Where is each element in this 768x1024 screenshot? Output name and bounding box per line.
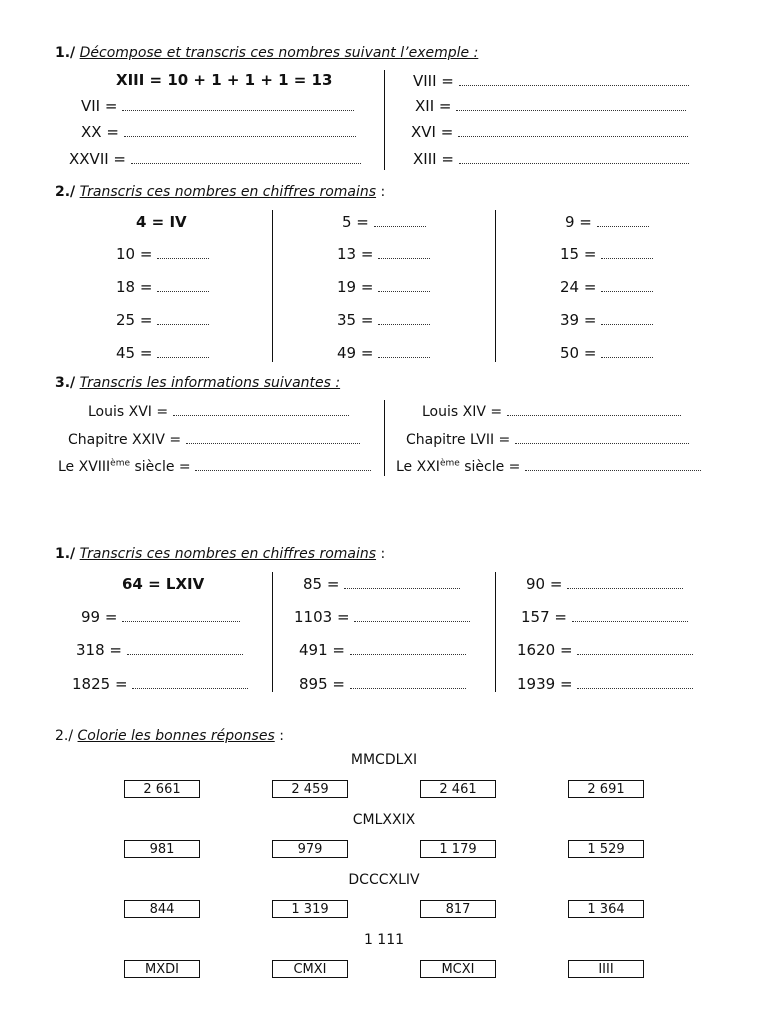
decompose-row[interactable]: XII =: [415, 97, 686, 115]
info-row[interactable]: Le XVIIIème siècle =: [58, 458, 371, 475]
roman-row[interactable]: 1103 =: [294, 608, 470, 626]
column-divider: [384, 70, 385, 170]
answer-box[interactable]: 817: [420, 900, 496, 918]
column-divider: [272, 572, 273, 692]
roman-row[interactable]: 9 =: [565, 213, 649, 231]
decompose-row[interactable]: XX =: [81, 123, 356, 141]
roman-row[interactable]: 13 =: [337, 245, 430, 263]
answer-box[interactable]: 979: [272, 840, 348, 858]
roman-row[interactable]: 25 =: [116, 311, 209, 329]
answer-box[interactable]: CMXI: [272, 960, 348, 978]
roman-row[interactable]: 491 =: [299, 641, 466, 659]
section-2-title: 2./ Transcris ces nombres en chiffres romains :: [55, 184, 386, 200]
decompose-row[interactable]: XVI =: [411, 123, 688, 141]
roman-row[interactable]: 85 =: [303, 575, 460, 593]
roman-row[interactable]: 45 =: [116, 344, 209, 362]
roman-row[interactable]: 895 =: [299, 675, 466, 693]
decompose-row[interactable]: XIII =: [413, 150, 689, 168]
roman-row[interactable]: 24 =: [560, 278, 653, 296]
answer-box[interactable]: 1 364: [568, 900, 644, 918]
answer-box[interactable]: 2 661: [124, 780, 200, 798]
roman-row[interactable]: 19 =: [337, 278, 430, 296]
answer-box[interactable]: MCXI: [420, 960, 496, 978]
answer-box[interactable]: 1 529: [568, 840, 644, 858]
info-row[interactable]: Louis XVI =: [88, 403, 349, 420]
answer-box[interactable]: 981: [124, 840, 200, 858]
section-4-example: 64 = LXIV: [122, 575, 205, 593]
roman-row[interactable]: 50 =: [560, 344, 653, 362]
answer-box[interactable]: 844: [124, 900, 200, 918]
section-1-title: 1./ Décompose et transcris ces nombres suivant l’exemple :: [55, 45, 479, 61]
answer-box[interactable]: MXDI: [124, 960, 200, 978]
info-row[interactable]: Chapitre XXIV =: [68, 431, 360, 448]
roman-row[interactable]: 49 =: [337, 344, 430, 362]
section-3-title: 3./ Transcris les informations suivantes :: [55, 375, 341, 391]
roman-row[interactable]: 99 =: [81, 608, 240, 626]
roman-row[interactable]: 15 =: [560, 245, 653, 263]
answer-box[interactable]: 2 461: [420, 780, 496, 798]
column-divider: [495, 572, 496, 692]
answer-box[interactable]: 1 179: [420, 840, 496, 858]
roman-row[interactable]: 18 =: [116, 278, 209, 296]
roman-row[interactable]: 5 =: [342, 213, 426, 231]
roman-row[interactable]: 318 =: [76, 641, 243, 659]
info-row[interactable]: Chapitre LVII =: [406, 431, 689, 448]
roman-row[interactable]: 1939 =: [517, 675, 693, 693]
column-divider: [384, 400, 385, 476]
roman-prompt: DCCCXLIV: [348, 872, 420, 888]
roman-prompt: 1 111: [363, 932, 405, 948]
answer-box[interactable]: 2 691: [568, 780, 644, 798]
roman-row[interactable]: 39 =: [560, 311, 653, 329]
answer-box[interactable]: 2 459: [272, 780, 348, 798]
decompose-row[interactable]: VIII =: [413, 72, 689, 90]
roman-row[interactable]: 1825 =: [72, 675, 248, 693]
column-divider: [272, 210, 273, 362]
decompose-row[interactable]: XXVII =: [69, 150, 361, 168]
section-5-title: 2./ Colorie les bonnes réponses :: [55, 728, 284, 744]
section-4-title: 1./ Transcris ces nombres en chiffres romains :: [55, 546, 386, 562]
section-1-example: XIII = 10 + 1 + 1 + 1 = 13: [116, 71, 333, 89]
roman-row[interactable]: 90 =: [526, 575, 683, 593]
decompose-row[interactable]: VII =: [81, 97, 354, 115]
roman-row[interactable]: 35 =: [337, 311, 430, 329]
info-row[interactable]: Louis XIV =: [422, 403, 681, 420]
info-row[interactable]: Le XXIème siècle =: [396, 458, 701, 475]
roman-prompt: CMLXXIX: [352, 812, 416, 828]
section-2-example: 4 = IV: [136, 213, 187, 231]
answer-box[interactable]: 1 319: [272, 900, 348, 918]
answer-box[interactable]: IIII: [568, 960, 644, 978]
roman-row[interactable]: 10 =: [116, 245, 209, 263]
roman-prompt: MMCDLXI: [350, 752, 418, 768]
roman-row[interactable]: 157 =: [521, 608, 688, 626]
roman-row[interactable]: 1620 =: [517, 641, 693, 659]
column-divider: [495, 210, 496, 362]
